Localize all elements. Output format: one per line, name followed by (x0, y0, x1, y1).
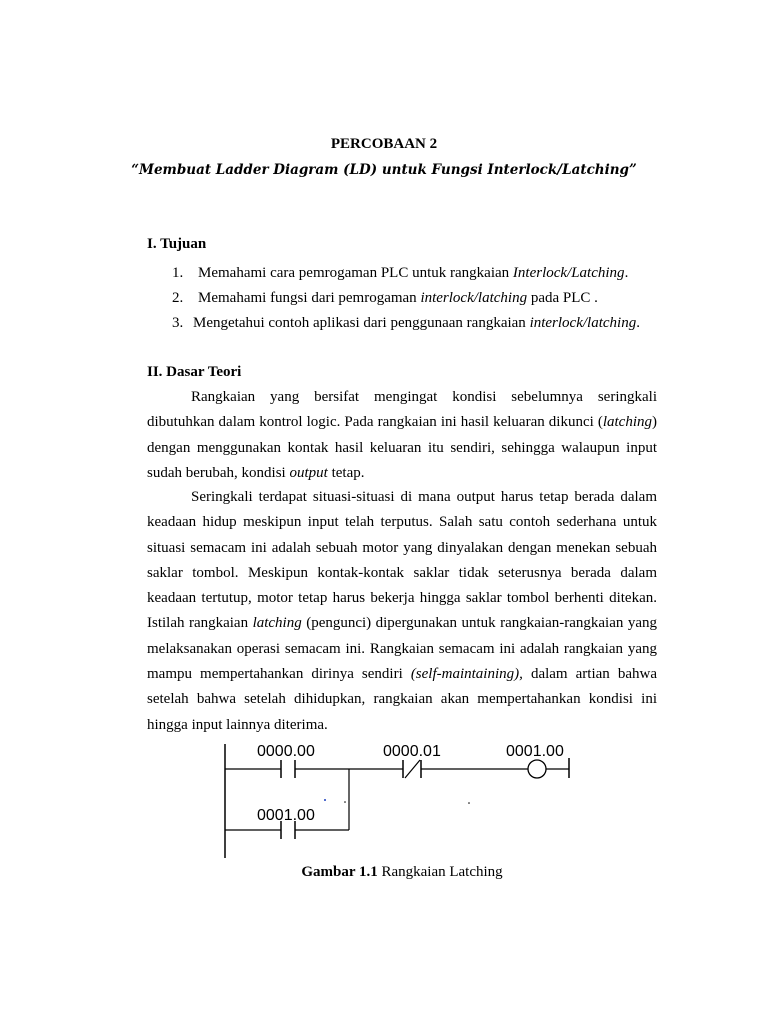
ladder-diagram (215, 738, 585, 862)
paragraph-emphasis: output (289, 464, 328, 481)
page-title: PERCOBAAN 2 (330, 136, 438, 152)
section-heading-dasar-teori: II. Dasar Teori (147, 364, 242, 380)
list-text-end: . (624, 265, 629, 281)
paragraph-1 (147, 385, 657, 486)
figure-label: Gambar 1.1 (301, 864, 378, 880)
figure-text: Rangkaian Latching (377, 864, 503, 880)
list-text: Memahami fungsi dari pemrogaman (198, 290, 421, 306)
list-number: 3. (172, 315, 184, 331)
list-emphasis: Interlock/Latching (512, 265, 625, 281)
list-text-end: . (636, 315, 640, 331)
page-subtitle: “Membuat Ladder Diagram (LD) untuk Fungsi Interlock/Latching” (131, 162, 637, 178)
label-branch-contact-0001-00: 0001.00 (257, 807, 315, 824)
paragraph-2 (147, 485, 657, 738)
paragraph-text: dalam artian bahwa setelah bahwa setelah dihidupkan, rangkaian akan mempertahankan kondisi ini hingga input lainnya diterima. (147, 666, 657, 733)
label-coil-0001-00: 0001.00 (506, 743, 564, 760)
paragraph-text: tetap. (327, 464, 365, 481)
section-heading-tujuan: I. Tujuan (147, 236, 207, 252)
coil-0001-00 (528, 760, 546, 778)
list-text-end: pada PLC . (527, 290, 598, 306)
list-number: 1. (172, 265, 184, 281)
contact-nc-0000-01 (403, 760, 421, 778)
paragraph-emphasis: latching (252, 615, 302, 632)
paragraph-emphasis: latching (602, 414, 652, 431)
paragraph-text: (pengunci) dipergunakan untuk rangkaian-rangkaian yang melaksanakan operasi semacam ini. Rangkaian semacam ini adalah rangkaian yang mampu mempertahankan dirinya sendiri (147, 615, 657, 683)
paragraph-text: Seringkali terdapat situasi-situasi di mana output harus tetap berada dalam keadaan hidup meskipun input telah terputus. Salah satu contoh sederhana untuk situasi semacam ini adalah sebuah motor yang dinyalakan dengan menekan sebuah saklar tombol. Meskipun kontak-kontak saklar tidak seterusnya berada dalam keadaan tertutup, motor tetap harus bekerja hingga saklar tombol berhenti ditekan. Istilah rangkaian (147, 489, 657, 632)
stray-dot (324, 799, 326, 801)
list-text: Mengetahui contoh aplikasi dari penggunaan rangkaian (193, 315, 530, 331)
list-emphasis: interlock/latching (420, 290, 528, 306)
figure-caption (0, 864, 768, 881)
stray-dot (344, 801, 346, 803)
list-item (172, 263, 628, 283)
label-contact-0000-00: 0000.00 (257, 743, 315, 760)
list-emphasis: interlock/latching (529, 315, 637, 331)
list-number: 2. (172, 290, 184, 306)
paragraph-text: Rangkaian yang bersifat mengingat kondisi sebelumnya seringkali dibutuhkan dalam kontrol logic. Pada rangkaian ini hasil keluaran dikunci ( (147, 389, 657, 431)
label-contact-0000-01: 0000.01 (383, 743, 441, 760)
list-item (172, 313, 640, 333)
paragraph-emphasis: (self-maintaining), (410, 666, 523, 683)
contact-no-0000-00 (281, 760, 295, 778)
list-item (172, 288, 598, 308)
paragraph-text: ) dengan menggunakan kontak hasil keluaran itu sendiri, sehingga walaupun input sudah berubah, kondisi (147, 414, 657, 481)
list-text: Memahami cara pemrogaman PLC untuk rangkaian (198, 265, 513, 281)
stray-dot (468, 802, 470, 804)
